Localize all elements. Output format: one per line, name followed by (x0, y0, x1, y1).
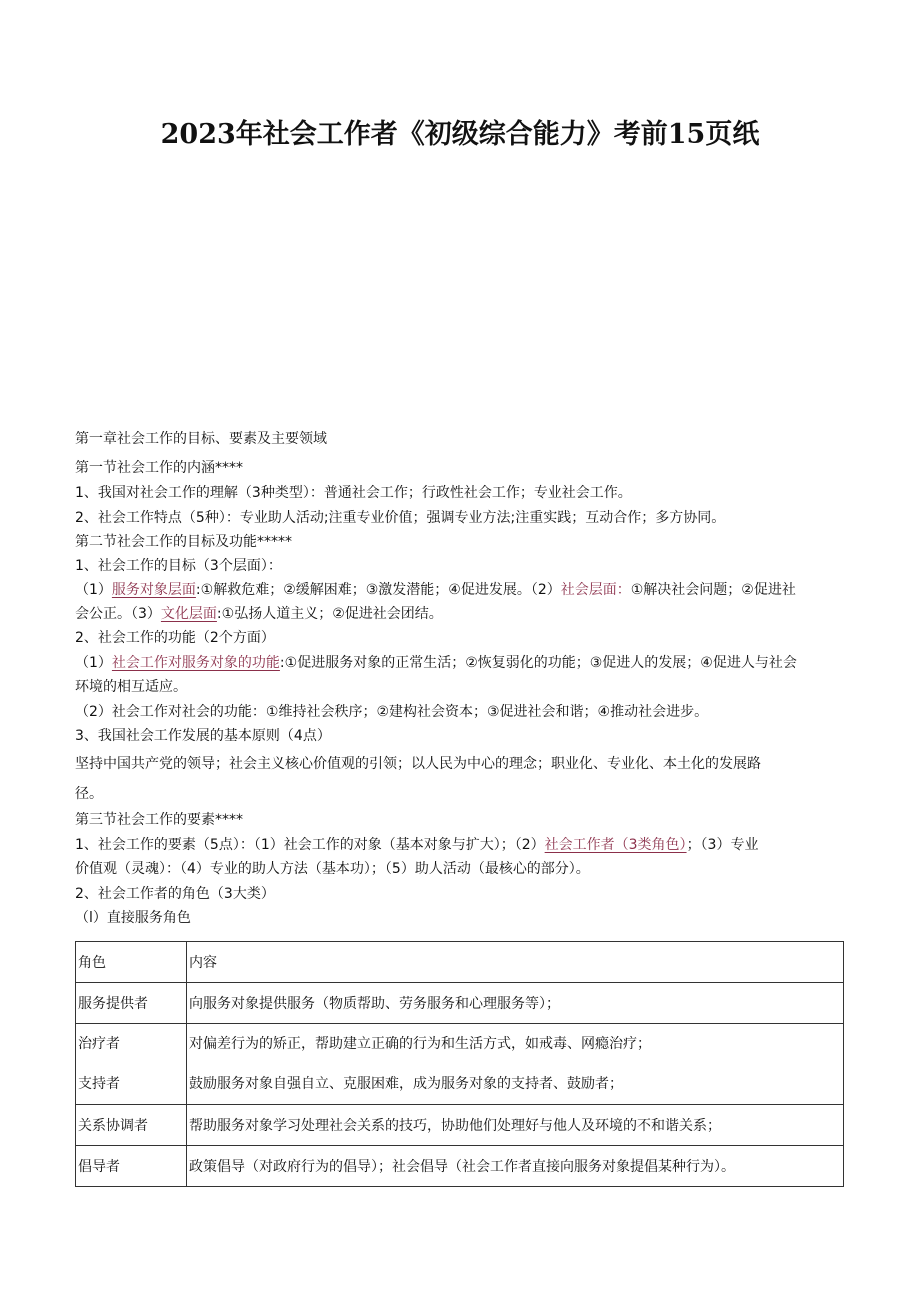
highlight-term: 文化层面 (160, 606, 217, 622)
paragraph: 2、社会工作者的角色（3大类） (75, 886, 275, 902)
paragraph: 坚持中国共产党的领导；社会主义核心价值观的引领；以人民为中心的理念；职业化、专业化、本土化的发展路 (75, 756, 761, 772)
text-segment: （1） (75, 655, 112, 671)
role-cell: 关系协调者 (76, 1105, 187, 1146)
paragraph: （l）直接服务角色 (75, 910, 191, 926)
content-cell (187, 1024, 844, 1105)
highlight-term: 社会层面： (560, 582, 631, 598)
table-header-cell: 角色 (76, 942, 187, 983)
document-title: 2023年社会工作者《初级综合能力》考前15页纸 (160, 119, 760, 150)
table-header-cell: 内容 (187, 942, 844, 983)
content-cell: 政策倡导（对政府行为的倡导）；社会倡导（社会工作者直接向服务对象提倡某种行为）。 (187, 1146, 844, 1187)
content-text: 对偏差行为的矫正，帮助建立正确的行为和生活方式，如戒毒、网瘾治疗； (189, 1036, 651, 1052)
role-label: 支持者 (78, 1076, 120, 1092)
text-segment: （1） (75, 582, 112, 598)
highlight-term: 社会工作者（3类角色） (544, 837, 687, 853)
highlight-term: 社会工作对服务对象的功能 (111, 655, 280, 671)
paragraph: 2、社会工作的功能（2个方面） (75, 630, 275, 646)
text-segment: :①促进服务对象的正常生活；②恢复弱化的功能；③促进人的发展；④促进人与社会 (279, 655, 797, 671)
paragraph: 环境的相互适应。 (75, 679, 187, 695)
content-text: 鼓励服务对象自强自立、克服困难，成为服务对象的支持者、鼓励者； (189, 1076, 623, 1092)
content-cell: 向服务对象提供服务（物质帮助、劳务服务和心理服务等）； (187, 983, 844, 1024)
table-header-row (76, 942, 844, 983)
table-row (76, 983, 844, 1024)
paragraph: 2、社会工作特点（5种）：专业助人活动;注重专业价值；强调专业方法;注重实践；互动合作；多方协同。 (75, 510, 726, 526)
text-segment: ；（3）专业 (686, 837, 759, 853)
table-row (76, 1146, 844, 1187)
content-cell: 帮助服务对象学习处理社会关系的技巧，协助他们处理好与他人及环境的不和谐关系； (187, 1105, 844, 1146)
paragraph-goals-cont (75, 605, 443, 623)
text-segment: ①解决社会问题；②促进社 (630, 582, 796, 598)
table-row (76, 1024, 844, 1105)
paragraph-elements (75, 836, 758, 854)
paragraph: 1、社会工作的目标（3个层面）： (75, 558, 282, 574)
chapter-heading: 第一章社会工作的目标、要素及主要领域 (75, 431, 327, 447)
role-cell: 倡导者 (76, 1146, 187, 1187)
roles-table (75, 941, 844, 1187)
section-heading-1: 第一节社会工作的内涵**** (75, 460, 243, 476)
text-segment: :①解救危难；②缓解困难；③激发潜能；④促进发展。（2） (195, 582, 561, 598)
paragraph: （2）社会工作对社会的功能：①维持社会秩序；②建构社会资本；③促进社会和谐；④推动社会进步。 (75, 704, 709, 720)
highlight-term: 服务对象层面 (111, 582, 196, 598)
text-segment: 会公正。（3） (75, 606, 161, 622)
paragraph: 价值观（灵魂）：（4）专业的助人方法（基本功）；（5）助人活动（最核心的部分）。 (75, 861, 590, 877)
role-cell (76, 1024, 187, 1105)
paragraph-functions (75, 654, 797, 672)
section-heading-3: 第三节社会工作的要素**** (75, 812, 243, 828)
text-segment: :①弘扬人道主义；②促进社会团结。 (216, 606, 443, 622)
section-heading-2: 第二节社会工作的目标及功能***** (75, 534, 292, 550)
role-label: 治疗者 (78, 1036, 120, 1052)
paragraph: 1、我国对社会工作的理解（3种类型）：普通社会工作；行政性社会工作；专业社会工作。 (75, 485, 632, 501)
table-row (76, 1105, 844, 1146)
paragraph-goals (75, 581, 796, 599)
paragraph: 径。 (75, 786, 103, 802)
text-segment: 1、社会工作的要素（5点）：（1）社会工作的对象（基本对象与扩大）；（2） (75, 837, 545, 853)
role-cell: 服务提供者 (76, 983, 187, 1024)
paragraph: 3、我国社会工作发展的基本原则（4点） (75, 728, 331, 744)
